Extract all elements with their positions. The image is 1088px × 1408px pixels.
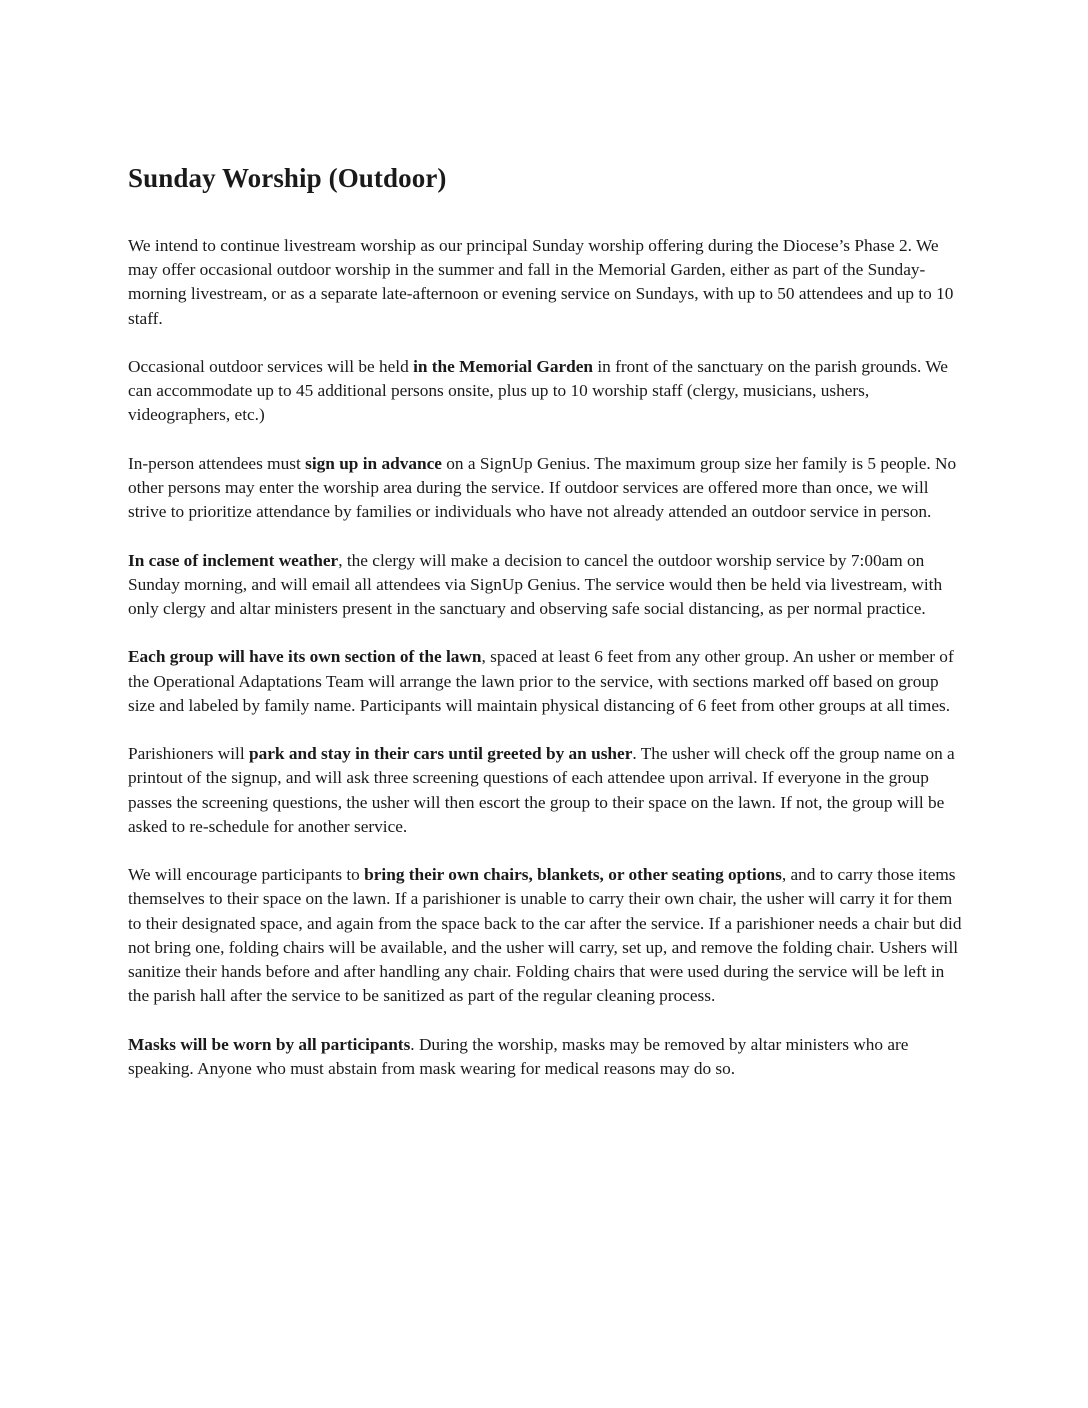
paragraph-masks <box>128 1033 968 1081</box>
paragraph-sign-up <box>128 452 968 525</box>
paragraph-text-before: We will encourage participants to <box>128 865 365 885</box>
page-title: Sunday Worship (Outdoor) <box>128 163 447 193</box>
paragraph-text-before: Parishioners will <box>128 744 249 764</box>
paragraph-text-after: , spaced at least 6 feet from any other group. An usher or member of the Operational Adaptations Team will arrange the lawn prior to the service, with sections marked off based on group size and labeled by family name. Participants will maintain physical distancing of 6 feet from other groups at all times. <box>128 647 954 715</box>
paragraph-lawn-sections <box>128 645 968 718</box>
paragraph-text-after: , the clergy will make a decision to cancel the outdoor worship service by 7:00am on Sunday morning, and will email all attendees via SignUp Genius. The service would then be held via livestream, with only clergy and altar ministers present in the sanctuary and observing safe social distancing, as per normal practice. <box>128 550 943 618</box>
paragraph-seating <box>128 863 968 1008</box>
paragraph-text: We intend to continue livestream worship as our principal Sunday worship offering during the Diocese’s Phase 2. We may offer occasional outdoor worship in the summer and fall in the Memorial Garden, either as part of the Sunday-morning livestream, or as a separate late-afternoon or evening service on Sundays, with up to 50 attendees and up to 10 staff. <box>128 236 954 328</box>
paragraph-text-before: Occasional outdoor services will be held <box>128 357 414 376</box>
paragraph-emphasis: in the Memorial Garden <box>413 357 594 376</box>
document-page <box>128 158 968 1105</box>
paragraph-emphasis: park and stay in their cars until greeted by an usher <box>248 744 633 764</box>
paragraph-emphasis: bring their own chairs, blankets, or other seating options <box>364 865 782 885</box>
paragraph-emphasis: Masks will be worn by all participants <box>128 1034 411 1054</box>
paragraph-text-after: . During the worship, masks may be removed by altar ministers who are speaking. Anyone who must abstain from mask wearing for medical reasons may do so. <box>128 1034 909 1078</box>
paragraph-parking <box>128 742 968 839</box>
paragraph-inclement-weather <box>128 549 968 622</box>
paragraph-text-after: , and to carry those items themselves to their space on the lawn. If a parishioner is unable to carry their own chair, the usher will carry it for them to their designated space, and again from the space back to the car after the service. If a parishioner needs a chair but did not bring one, folding chairs will be available, and the usher will carry, set up, and remove the folding chair. Ushers will sanitize their hands before and after handling any chair. Folding chairs that were used during the service will be left in the parish hall after the service to be sanitized as part of the regular cleaning process. <box>128 865 962 1006</box>
paragraph-livestream <box>128 234 968 331</box>
paragraph-emphasis: sign up in advance <box>305 453 442 473</box>
paragraph-text-before: In-person attendees must <box>128 453 306 473</box>
paragraph-memorial-garden <box>128 355 968 428</box>
paragraph-text-after: on a SignUp Genius. The maximum group size her family is 5 people. No other persons may enter the worship area during the service. If outdoor services are offered more than once, we will strive to prioritize attendance by families or individuals who have not already attended an outdoor service in person. <box>128 453 957 522</box>
paragraph-emphasis: Each group will have its own section of the lawn <box>128 647 482 667</box>
paragraph-text-after: in front of the sanctuary on the parish grounds. We can accommodate up to 45 additional persons onsite, plus up to 10 worship staff (clergy, musicians, ushers, videographers, etc.) <box>128 357 948 425</box>
paragraph-text-after: . The usher will check off the group name on a printout of the signup, and will ask three screening questions of each attendee upon arrival. If everyone in the group passes the screening questions, the usher will then escort the group to their space on the lawn. If not, the group will be asked to re-schedule for another service. <box>128 744 955 836</box>
paragraph-emphasis: In case of inclement weather <box>128 550 339 570</box>
